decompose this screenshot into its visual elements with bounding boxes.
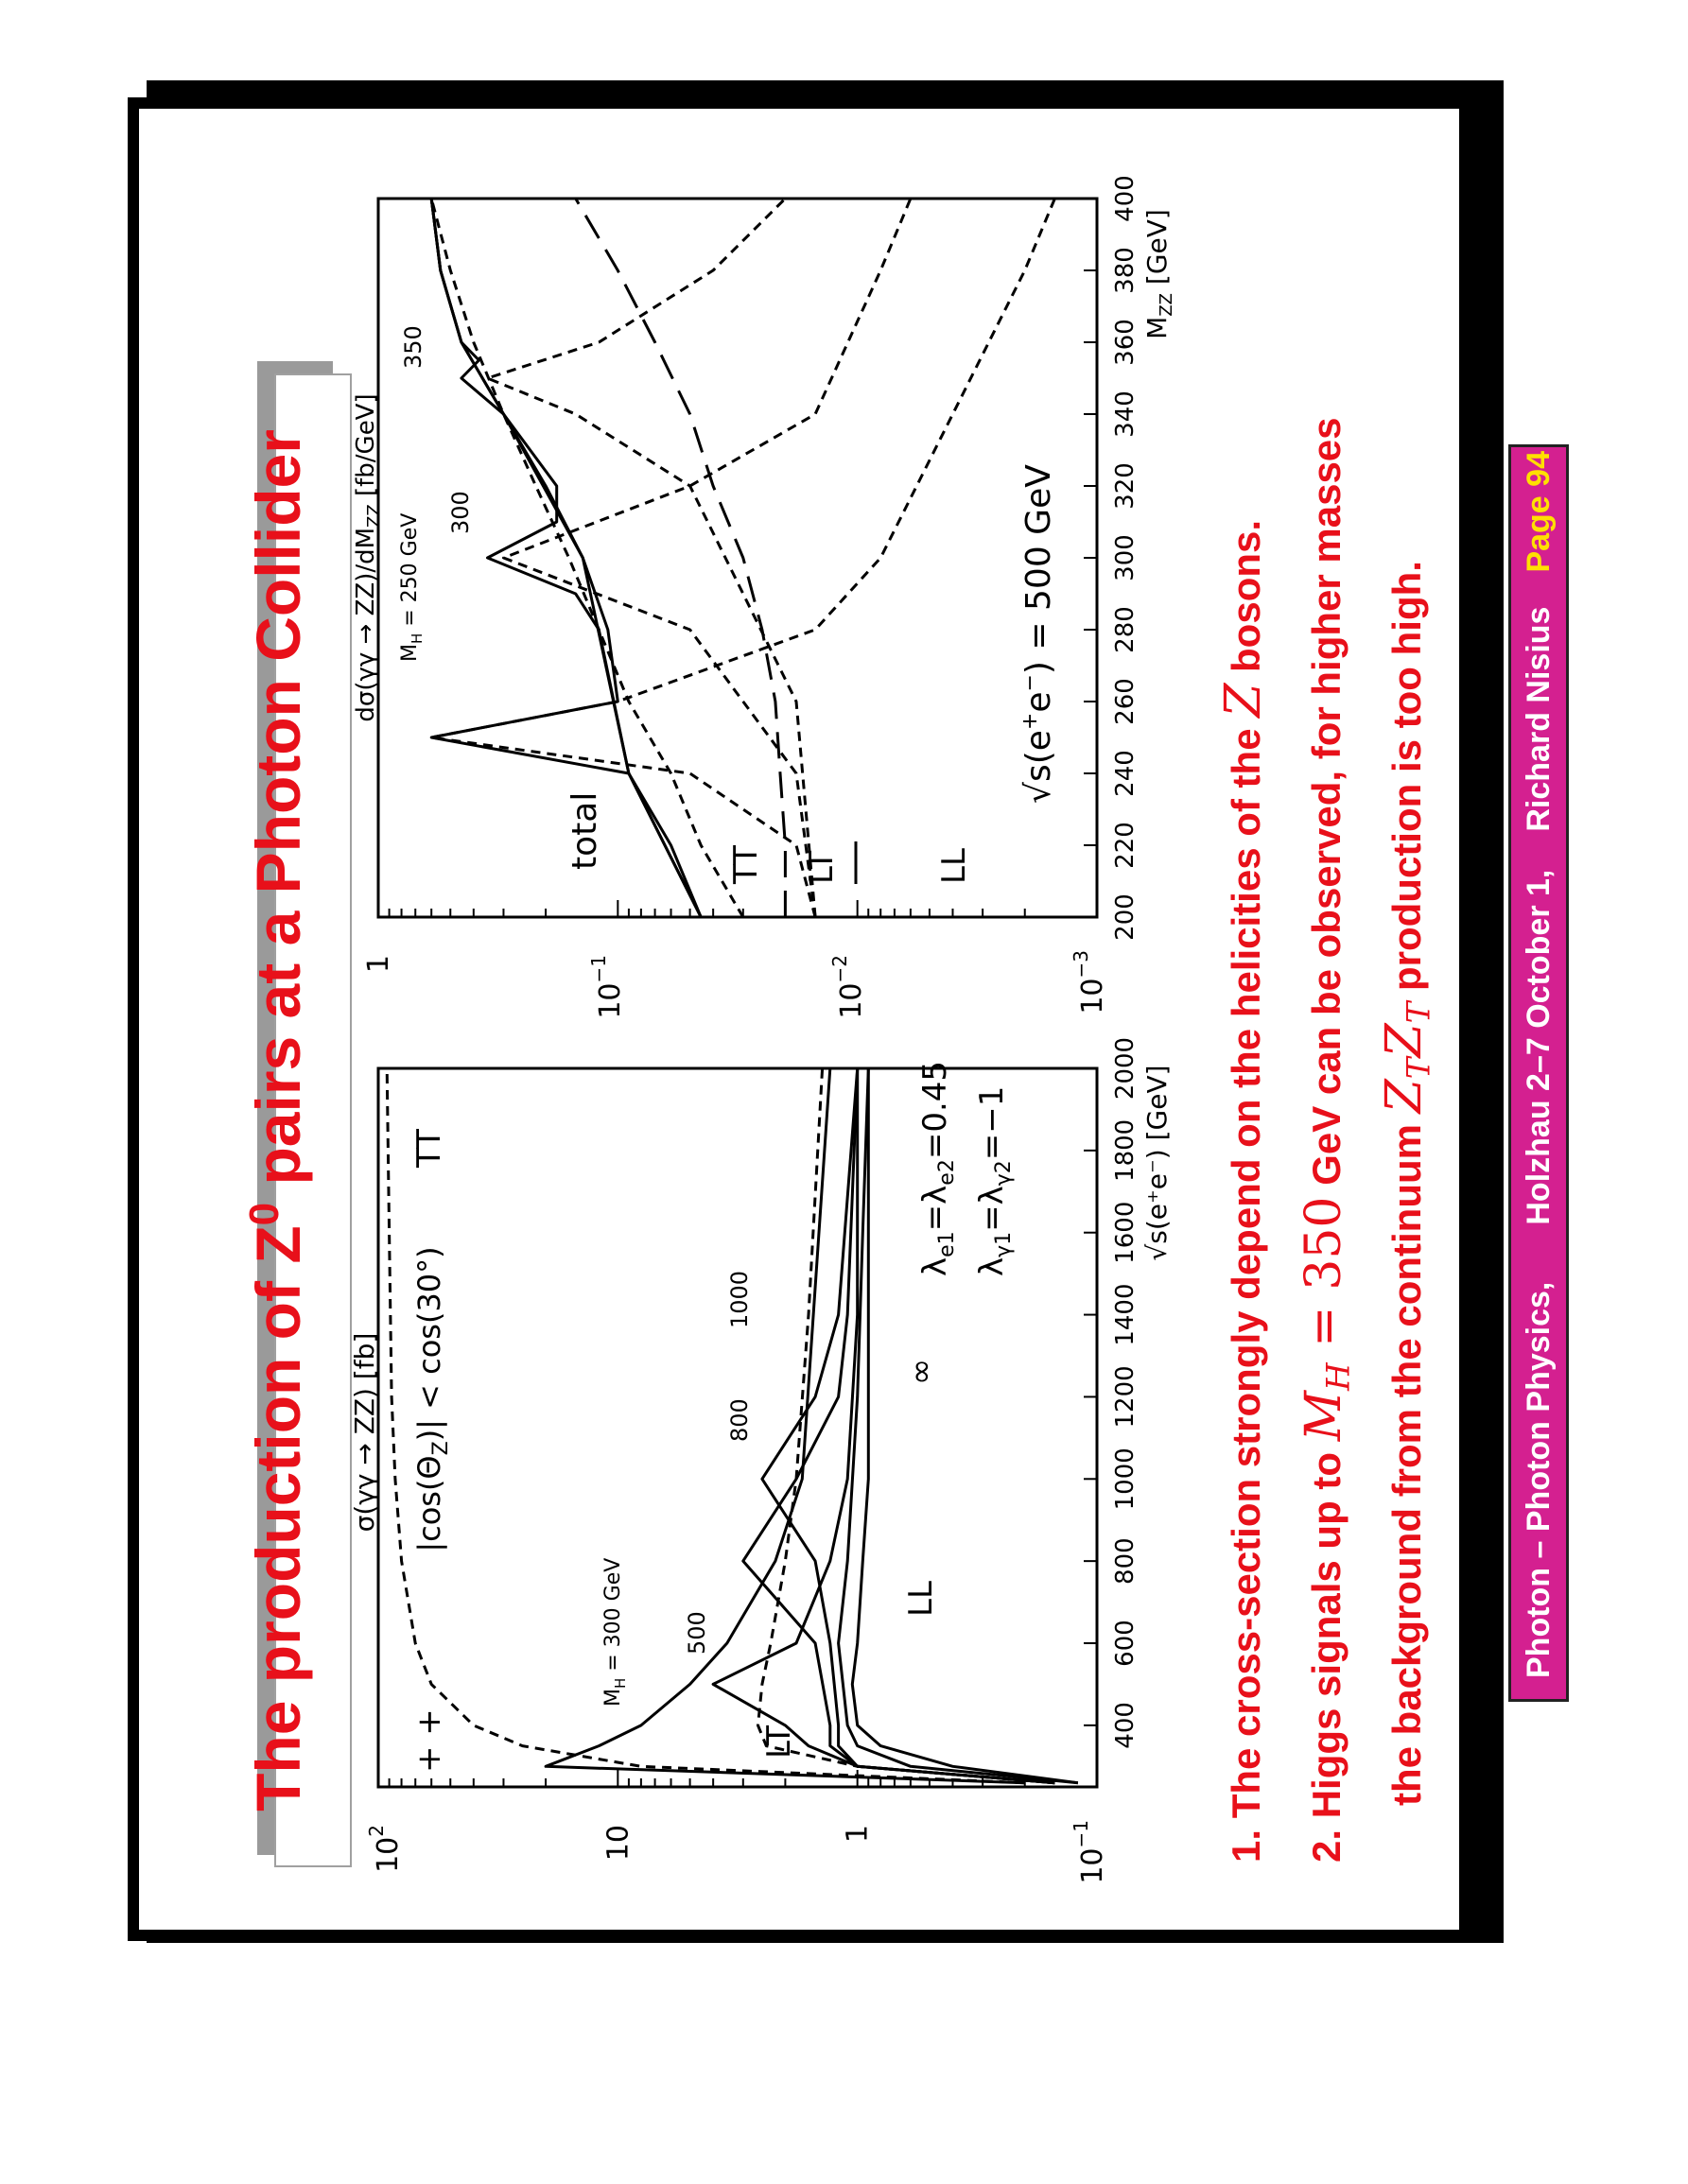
- label-lt-right: LT: [803, 850, 841, 884]
- chart0-xtick-label-3: 1000: [1111, 1447, 1140, 1511]
- chart0-xtick-label-6: 1600: [1111, 1201, 1140, 1264]
- bullet-1-post: bosons.: [1224, 519, 1268, 684]
- right-ytick-0p001: $10^{-3}$: [1070, 950, 1109, 1014]
- chart1-xtick-label-1: 220: [1111, 822, 1140, 869]
- label-1000: 1000: [726, 1270, 753, 1328]
- bullet-3-math-sub: T: [1400, 1057, 1438, 1080]
- chart0-xtick-label-4: 1200: [1111, 1365, 1140, 1429]
- label-800: 800: [726, 1398, 753, 1442]
- bullet-2-pre: Higgs signals up to: [1304, 1441, 1349, 1829]
- chart0-xtick-label-0: 400: [1111, 1702, 1140, 1749]
- bullet-2: [1296, 417, 1357, 1863]
- label-infinity: ∞: [902, 1358, 940, 1385]
- label-lt: LT: [760, 1725, 798, 1759]
- label-tt: TT: [410, 1129, 448, 1168]
- chart1-ytick-label-0: 1: [362, 955, 395, 974]
- label-300: 300: [447, 491, 474, 534]
- label-lambda-gamma: $\lambda_{\gamma 1}=\lambda_{\gamma 2}=-1$: [973, 1085, 1016, 1276]
- chart1-xtick-label-4: 280: [1111, 606, 1140, 653]
- chart1-xtick-label-10: 400: [1111, 175, 1140, 222]
- footer-course: Photon – Photon Physics,: [1520, 1281, 1557, 1678]
- bullet-3: [1376, 561, 1437, 1806]
- title-sup: 0: [241, 1202, 287, 1226]
- footer-venue: Holzhau 2–7 October 1,: [1520, 869, 1557, 1225]
- label-mh-300: $M_H = 300$ GeV: [601, 1557, 629, 1707]
- label-ll-right: LL: [935, 848, 973, 884]
- chart0-xtick-label-2: 800: [1111, 1537, 1140, 1585]
- label-lambda-e: $\lambda_{e1}=\lambda_{e2}=0.45$: [916, 1060, 959, 1276]
- right-ytick-0p01: $10^{-2}$: [828, 955, 868, 1019]
- bullet-2-num: 2.: [1304, 1829, 1349, 1863]
- bullet-1-pre: The cross-section strongly depend on the helicities of the: [1224, 717, 1268, 1829]
- chart1-xtick-label-7: 340: [1111, 390, 1140, 438]
- label-pp: + +: [410, 1708, 448, 1773]
- bullet-3-math: Z: [1376, 1079, 1433, 1114]
- label-sqrt-s: √s(e+e−) = 500 GeV: [1018, 464, 1058, 804]
- chart1-xtick-label-8: 360: [1111, 319, 1140, 366]
- bullet-3-math2: Z: [1376, 1023, 1433, 1058]
- bullet-2-post: GeV can be observed, for higher masses: [1304, 417, 1349, 1197]
- footer-bar: [1508, 444, 1569, 1702]
- right-plot-frame: [378, 199, 1097, 917]
- bullet-1-math: Z: [1215, 683, 1272, 718]
- chart0-xtick-label-8: 2000: [1111, 1036, 1140, 1101]
- chart1-xtick-label-2: 240: [1111, 750, 1140, 797]
- bullet-3-math2-sub: T: [1400, 1001, 1438, 1024]
- label-tt-right: TT: [727, 845, 765, 884]
- bullet-2-math2: = 350: [1296, 1196, 1352, 1363]
- bullet-1-num: 1.: [1224, 1829, 1268, 1863]
- chart0-ytick-label-0: 10: [601, 1825, 635, 1862]
- chart0-xtick-label-5: 1400: [1111, 1283, 1140, 1346]
- footer-author: Richard Nisius: [1520, 606, 1557, 832]
- chart1-xtick-label-0: 200: [1111, 893, 1140, 941]
- footer-page: Page 94: [1520, 451, 1557, 573]
- left-ytick-100: $10^2$: [365, 1825, 405, 1873]
- label-total: total: [566, 791, 604, 870]
- label-350: 350: [400, 325, 426, 369]
- right-ytick-0p1: $10^{-1}$: [587, 955, 627, 1019]
- chart1-series-4: [576, 199, 786, 917]
- chart0-ytick-label-1: 1: [841, 1825, 875, 1844]
- chart0-xtick-label-1: 600: [1111, 1620, 1140, 1667]
- left-ylabel: σ(γγ → ZZ) [fb]: [349, 1332, 380, 1533]
- bullet-1: [1215, 520, 1272, 1863]
- right-ylabel: $d\sigma(\gamma\gamma \to ZZ)/dM_{ZZ}$ [fb/GeV]: [352, 393, 384, 722]
- chart1-xtick-label-6: 320: [1111, 462, 1140, 510]
- chart1-xtick-label-9: 380: [1111, 247, 1140, 294]
- label-mh-250: $M_H = 250$ GeV: [398, 512, 426, 662]
- bullet-2-math-sub: H: [1319, 1362, 1358, 1392]
- bullet-3-pre: the background from the continuum: [1384, 1113, 1429, 1806]
- left-xlabel: √s(e⁺e⁻) [GeV]: [1141, 1065, 1173, 1261]
- chart0-xtick-label-7: 1800: [1111, 1118, 1140, 1182]
- bullet-3-post: production is too high.: [1384, 561, 1429, 1002]
- chart1-xtick-label-3: 260: [1111, 678, 1140, 725]
- bullet-2-math: M: [1296, 1391, 1352, 1442]
- title-main: The production of Z: [243, 1225, 313, 1811]
- chart1-xtick-label-5: 300: [1111, 534, 1140, 581]
- left-ytick-0p1: $10^{-1}$: [1070, 1820, 1109, 1884]
- label-ll: LL: [902, 1581, 940, 1617]
- title-rest: pairs at a Photon Collider: [243, 429, 313, 1203]
- right-xlabel: $M_{ZZ}$ [GeV]: [1141, 209, 1176, 339]
- label-500: 500: [684, 1611, 710, 1655]
- label-cut: $|\cos(\Theta_Z)| < \cos(30^\circ)$: [411, 1246, 453, 1552]
